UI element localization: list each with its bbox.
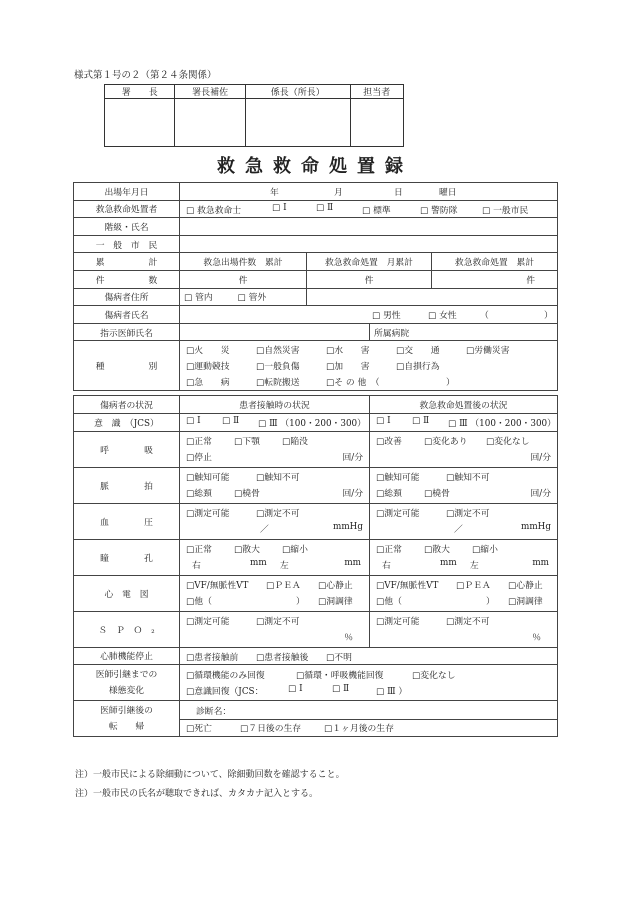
checkbox-emt[interactable]: □ 救急救命士 [186,205,242,216]
count-unit: 件 [238,275,248,286]
checkbox-jcs-1-after[interactable]: □ Ⅰ [376,416,391,427]
label-change-1: 医師引継までの [95,669,158,680]
label-patient-name: 傷病者氏名 [74,306,180,324]
checkbox-pulse-nonpalpable[interactable]: □触知不可 [256,473,300,484]
day-unit: 日 [394,188,403,199]
checkbox-pupil-normal[interactable]: □正常 [186,545,212,556]
address-field[interactable] [307,288,558,306]
rank-name-field[interactable] [180,218,558,236]
label-civilian: 一 般 市 民 [74,235,180,253]
checkbox-1-month[interactable]: □１ヶ月後の生存 [324,723,394,734]
row-cardiac-arrest [74,647,558,665]
civilian-field[interactable] [180,235,558,253]
checkbox-traffic[interactable]: □交 通 [396,345,440,356]
checkbox-ecg-asystole[interactable]: □心静止 [318,581,353,592]
checkbox-circ-resp[interactable]: □循環・呼吸機能回復 [296,670,384,681]
label-address: 傷病者住所 [74,288,180,306]
label-outcome-1: 医師引継後の [100,705,153,716]
checkbox-resp-arrest[interactable]: □停止 [186,453,212,464]
label-pupil: 瞳 孔 [74,539,180,575]
checkbox-pupil-dilated[interactable]: □散大 [234,545,260,556]
pulse-unit-after: 回/分 [530,489,551,500]
checkbox-pulse-carotid-after[interactable]: □総頚 [376,489,402,500]
checkbox-resp-unchanged[interactable]: □変化なし [486,437,530,448]
checkbox-sudden-illness[interactable]: □急 病 [186,377,230,388]
label-spo2: Ｓ Ｐ Ｏ ₂ [74,611,180,647]
row-pulse [74,467,558,503]
row-blood-pressure [74,503,558,539]
checkbox-pupil-normal-after[interactable]: □正常 [376,545,402,556]
checkbox-ecg-other[interactable]: □他（ [186,597,212,608]
checkbox-no-change[interactable]: □変化なし [412,670,456,681]
row-type [74,341,558,391]
checkbox-bp-measurable[interactable]: □測定可能 [186,509,230,520]
checkbox-spo2-measurable[interactable]: □測定可能 [186,617,230,628]
checkbox-change-jcs-3[interactable]: □ Ⅲ ） [376,686,408,697]
checkbox-standard[interactable]: □ 標準 [362,205,391,216]
checkbox-ecg-pea-after[interactable]: □ＰＥＡ [456,581,491,592]
checkbox-general-injury[interactable]: □一般負傷 [256,361,300,372]
label-pulse: 脈 拍 [74,467,180,503]
label-type: 種 別 [74,341,180,391]
checkbox-out-area[interactable]: □ 管外 [237,293,267,304]
hospital-field[interactable] [370,323,558,341]
checkbox-ecg-vf[interactable]: □VF/無脈性VT [186,581,249,592]
checkbox-7-day[interactable]: □７日後の生存 [240,723,302,734]
stamp-cell[interactable] [245,99,350,147]
checkbox-jcs-2[interactable]: □ Ⅱ [222,416,240,427]
weekday-unit: 曜日 [439,188,457,199]
ecg-paren-close-after: ） [486,597,495,608]
checkbox-jcs-3-after[interactable]: □ Ⅲ （100・200・300） [448,419,556,430]
pupil-left-after: 左 [470,561,479,572]
total-dispatch-header: 救急出場件数 累計 [180,253,307,271]
checkbox-disaster[interactable]: □自然災害 [256,345,300,356]
diagnosis-label: 診断名： [196,706,232,717]
label-bp: 血 圧 [74,503,180,539]
stamp-cell[interactable] [175,99,245,147]
checkbox-spo2-unmeasurable[interactable]: □測定不可 [256,617,300,628]
document-title: 救急救命処置録 [217,156,413,177]
spo2-unit-after: ％ [532,633,541,644]
count-unit: 件 [526,275,535,286]
checkbox-in-area[interactable]: □ 管内 [184,293,213,304]
checkbox-spo2-measurable-after[interactable]: □測定可能 [376,617,420,628]
checkbox-ecg-pea[interactable]: □ＰＥＡ [266,581,301,592]
pupil-mm-after: mm [440,558,457,569]
checkbox-male[interactable]: □ 男性 [372,311,401,322]
label-doctor: 指示医師氏名 [74,323,180,341]
checkbox-pulse-palpable-after[interactable]: □触知可能 [376,473,420,484]
row-spo2 [74,611,558,647]
bp-unit-after: mmHg [521,522,551,533]
hospital-label: 所属病院 [374,328,410,339]
label-respiration: 呼 吸 [74,431,180,467]
checkbox-jcs-2-after[interactable]: □ Ⅱ [412,416,430,427]
doctor-field[interactable] [180,323,370,341]
checkbox-pulse-radial[interactable]: □橈骨 [234,489,260,500]
checkbox-ecg-other-after[interactable]: □他（ [376,597,402,608]
paren-open: （ [480,311,489,322]
checkbox-bp-measurable-after[interactable]: □測定可能 [376,509,420,520]
row-doctor [74,323,558,341]
count-field-3[interactable] [432,270,558,288]
pupil-mm: mm [344,558,361,569]
count-unit: 件 [364,275,374,286]
stamp-cell[interactable] [350,99,403,147]
approval-header: 署長補佐 [175,85,245,99]
checkbox-resp-jaw[interactable]: □下顎 [234,437,260,448]
checkbox-before-contact[interactable]: □患者接触前 [186,652,239,663]
ecg-paren-close: ） [296,597,305,608]
checkbox-ecg-sinus[interactable]: □洞調律 [318,597,353,608]
checkbox-after-contact[interactable]: □患者接触後 [256,652,309,663]
row-address [74,288,558,306]
checkbox-female[interactable]: □ 女性 [428,311,457,322]
spo2-unit: ％ [344,633,353,644]
checkbox-flood[interactable]: □水 害 [326,345,370,356]
row-performer [74,200,558,218]
checkbox-work-accident[interactable]: □労働災害 [466,345,510,356]
checkbox-civilian[interactable]: □ 一般市民 [482,205,529,216]
month-total-header: 救急救命処置 月累計 [307,253,432,271]
checkbox-pulse-radial-after[interactable]: □橈骨 [424,489,450,500]
checkbox-change-jcs-1[interactable]: □ Ⅰ [288,683,303,694]
checkbox-jcs-1[interactable]: □ Ⅰ [186,416,201,427]
label-outcome-2: 転 帰 [108,721,145,732]
approval-header: 署 長 [105,85,175,99]
bp-slash: ／ [260,525,269,536]
after-header: 救急救命処置後の状況 [370,396,558,414]
pulse-unit: 回/分 [342,489,363,500]
row-jcs [74,413,558,431]
footnote-2: 注）一般市民の氏名が聴取できれば、カタカナ記入とする。 [75,789,319,799]
checkbox-resp-normal[interactable]: □正常 [186,437,212,448]
checkbox-pupil-constricted-after[interactable]: □縮小 [472,545,498,556]
checkbox-resp-changed[interactable]: □変化あり [424,437,468,448]
pupil-mm: mm [250,558,267,569]
resp-unit: 回/分 [342,453,363,464]
checkbox-pulse-carotid[interactable]: □総頚 [186,489,212,500]
checkbox-pupil-constricted[interactable]: □縮小 [282,545,308,556]
row-rank-name [74,218,558,236]
checkbox-assault[interactable]: □加 害 [326,361,370,372]
checkbox-bp-unmeasurable-after[interactable]: □測定不可 [446,509,490,520]
checkbox-pulse-palpable[interactable]: □触知可能 [186,473,230,484]
checkbox-ecg-vf-after[interactable]: □VF/無脈性VT [376,581,439,592]
checkbox-sports[interactable]: □運動競技 [186,361,230,372]
checkbox-other[interactable]: □そ の 他 （ [326,377,380,388]
row-ecg [74,575,558,611]
checkbox-ecg-asystole-after[interactable]: □心静止 [508,581,543,592]
cumulative-header: 救急救命処置 累計 [432,253,558,271]
row-condition-change [74,665,558,701]
checkbox-resp-retraction[interactable]: □陥没 [282,437,308,448]
checkbox-transfer[interactable]: □転院搬送 [256,377,300,388]
checkbox-circulation-only[interactable]: □循環機能のみ回復 [186,670,265,681]
checkbox-bp-unmeasurable[interactable]: □測定不可 [256,509,300,520]
year-unit: 年 [270,188,279,199]
label-change-2: 様態変化 [108,685,145,696]
stamp-cell[interactable] [105,99,175,147]
approval-stamp-table [104,84,404,147]
label-count: 件 数 [74,270,180,288]
checkbox-jcs-3[interactable]: □ Ⅲ （100・200・300） [258,419,366,430]
count-field-1[interactable] [180,270,307,288]
checkbox-resp-improved[interactable]: □改善 [376,437,402,448]
record-table [73,182,558,737]
label-status: 傷病者の状況 [74,396,180,414]
checkbox-change-jcs-2[interactable]: □ Ⅱ [332,683,350,694]
label-date: 出場年月日 [74,183,180,201]
date-field[interactable] [180,183,558,201]
checkbox-fire-squad[interactable]: □ 警防隊 [420,205,458,216]
row-respiration [74,431,558,467]
checkbox-self-harm[interactable]: □自損行為 [396,361,440,372]
footnote-1: 注）一般市民による除細動について、除細動回数を確認すること。 [75,770,345,780]
row-date [74,183,558,201]
paren-close: ） [446,377,455,388]
row-civilian [74,235,558,253]
label-total: 累 計 [74,253,180,271]
form-id: 様式第１号の２（第２４条関係） [74,70,217,81]
label-ecg: 心 電 図 [74,575,180,611]
paren-close: ） [544,311,553,322]
row-status-header [74,396,558,414]
bp-unit: mmHg [333,522,363,533]
approval-header: 担当者 [350,85,403,99]
row-patient-name [74,306,558,324]
label-cardiac-arrest: 心肺機能停止 [74,647,180,665]
pupil-right: 右 [192,561,201,572]
checkbox-pupil-dilated-after[interactable]: □散大 [424,545,450,556]
row-outcome [74,701,558,737]
label-rank-name: 階級・氏名 [74,218,180,236]
checkbox-spo2-unmeasurable-after[interactable]: □測定不可 [446,617,490,628]
checkbox-unknown[interactable]: □不明 [326,652,352,663]
label-performer: 救急救命処置者 [74,200,180,218]
pupil-right-after: 右 [382,561,391,572]
resp-unit-after: 回/分 [530,453,551,464]
before-header: 患者接触時の状況 [180,396,370,414]
checkbox-ecg-sinus-after[interactable]: □洞調律 [508,597,543,608]
row-total [74,253,558,271]
checkbox-level-2[interactable]: □ Ⅱ [316,202,334,213]
checkbox-fire[interactable]: □火 災 [186,345,230,356]
pupil-left: 左 [280,561,289,572]
checkbox-pulse-nonpalpable-after[interactable]: □触知不可 [446,473,490,484]
label-jcs: 意 識 （JCS） [74,413,180,431]
approval-header: 係長（所長） [245,85,350,99]
checkbox-death[interactable]: □死亡 [186,723,212,734]
count-field-2[interactable] [307,270,432,288]
row-count [74,270,558,288]
bp-slash-after: ／ [454,525,463,536]
row-pupil [74,539,558,575]
checkbox-consciousness[interactable]: □意識回復（JCS： [186,686,264,697]
checkbox-level-1[interactable]: □ Ⅰ [272,202,287,213]
divider [180,719,558,720]
pupil-mm-after: mm [532,558,549,569]
month-unit: 月 [334,188,343,199]
